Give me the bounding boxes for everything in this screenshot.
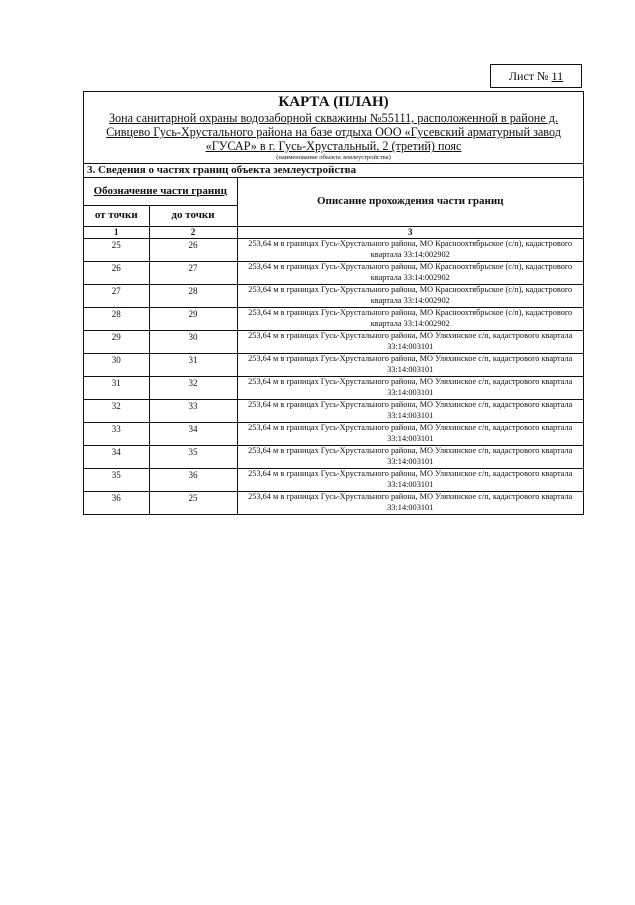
description-cell: 253,64 м в границах Гусь-Хрустального района, МО Уляхинское с/п, кадастрового квартала 33:14:003101: [237, 422, 583, 445]
table-row: [84, 353, 583, 376]
from-point-cell: 35: [84, 468, 149, 491]
to-point-cell: 35: [149, 445, 237, 468]
from-point-cell: 34: [84, 445, 149, 468]
sheet-number: 11: [551, 69, 564, 83]
table-row: [84, 284, 583, 307]
to-point-cell: 31: [149, 353, 237, 376]
to-point-cell: 36: [149, 468, 237, 491]
table-row: [84, 399, 583, 422]
to-point-cell: 27: [149, 261, 237, 284]
description-cell: 253,64 м в границах Гусь-Хрустального района, МО Уляхинское с/п, кадастрового квартала 33:14:003101: [237, 330, 583, 353]
from-point-cell: 29: [84, 330, 149, 353]
table-row: [84, 376, 583, 399]
table-row: [84, 491, 583, 514]
description-cell: 253,64 м в границах Гусь-Хрустального района, МО Уляхинское с/п, кадастрового квартала 33:14:003101: [237, 468, 583, 491]
to-point-cell: 32: [149, 376, 237, 399]
description-cell: 253,64 м в границах Гусь-Хрустального района, МО Уляхинское с/п, кадастрового квартала 33:14:003101: [237, 491, 583, 514]
table-row: [84, 330, 583, 353]
description-cell: 253,64 м в границах Гусь-Хрустального района, МО Уляхинское с/п, кадастрового квартала 33:14:003101: [237, 353, 583, 376]
to-point-cell: 25: [149, 491, 237, 514]
description-cell: 253,64 м в границах Гусь-Хрустального района, МО Уляхинское с/п, кадастрового квартала 33:14:003101: [237, 376, 583, 399]
object-caption: (наименование объекта землеустройства): [276, 153, 391, 161]
from-point-cell: 25: [84, 238, 149, 261]
to-point-cell: 34: [149, 422, 237, 445]
sheet-label: Лист №: [508, 69, 549, 83]
to-point-cell: 28: [149, 284, 237, 307]
boundary-parts-table: [84, 178, 583, 514]
description-cell: 253,64 м в границах Гусь-Хрустального района, МО Красноохтябрьское (с/п), кадастрового квартала 33:14:002902: [237, 261, 583, 284]
group-header: Обозначение части границ: [84, 178, 237, 206]
from-point-cell: 31: [84, 376, 149, 399]
to-point-header: до точки: [149, 205, 237, 226]
document-header: [84, 92, 583, 164]
from-point-cell: 26: [84, 261, 149, 284]
from-point-cell: 30: [84, 353, 149, 376]
to-point-cell: 33: [149, 399, 237, 422]
document-title: КАРТА (ПЛАН): [278, 94, 389, 110]
column-number: 1: [84, 226, 149, 238]
from-point-cell: 32: [84, 399, 149, 422]
description-cell: 253,64 м в границах Гусь-Хрустального района, МО Красноохтябрьское (с/п), кадастрового квартала 33:14:002902: [237, 284, 583, 307]
description-cell: 253,64 м в границах Гусь-Хрустального района, МО Уляхинское с/п, кадастрового квартала 33:14:003101: [237, 445, 583, 468]
sheet-number-box: [490, 64, 582, 88]
to-point-cell: 29: [149, 307, 237, 330]
table-row: [84, 445, 583, 468]
desc-header: Описание прохождения части границ: [237, 178, 583, 227]
description-cell: 253,64 м в границах Гусь-Хрустального района, МО Уляхинское с/п, кадастрового квартала 33:14:003101: [237, 399, 583, 422]
table-row: [84, 422, 583, 445]
object-description: Зона санитарной охраны водозаборной скважины №55111, расположенной в районе д. Сивцево Гусь-Хрустального района на базе отдыха ООО «Гусевский арматурный завод «ГУСАР» в г. Гусь-Хрустальный, 2 (третий) пояс: [106, 111, 561, 154]
column-number: 3: [237, 226, 583, 238]
table-row: [84, 261, 583, 284]
table-row: [84, 307, 583, 330]
table-row: [84, 238, 583, 261]
to-point-cell: 30: [149, 330, 237, 353]
section-title: 3. Сведения о частях границ объекта землеустройства: [84, 164, 583, 178]
document-frame: [83, 91, 584, 515]
description-cell: 253,64 м в границах Гусь-Хрустального района, МО Красноохтябрьское (с/п), кадастрового квартала 33:14:002902: [237, 307, 583, 330]
from-point-cell: 36: [84, 491, 149, 514]
from-point-header: от точки: [84, 205, 149, 226]
table-row: [84, 468, 583, 491]
column-number: 2: [149, 226, 237, 238]
to-point-cell: 26: [149, 238, 237, 261]
description-cell: 253,64 м в границах Гусь-Хрустального района, МО Красноохтябрьское (с/п), кадастрового квартала 33:14:002902: [237, 238, 583, 261]
from-point-cell: 28: [84, 307, 149, 330]
from-point-cell: 33: [84, 422, 149, 445]
from-point-cell: 27: [84, 284, 149, 307]
